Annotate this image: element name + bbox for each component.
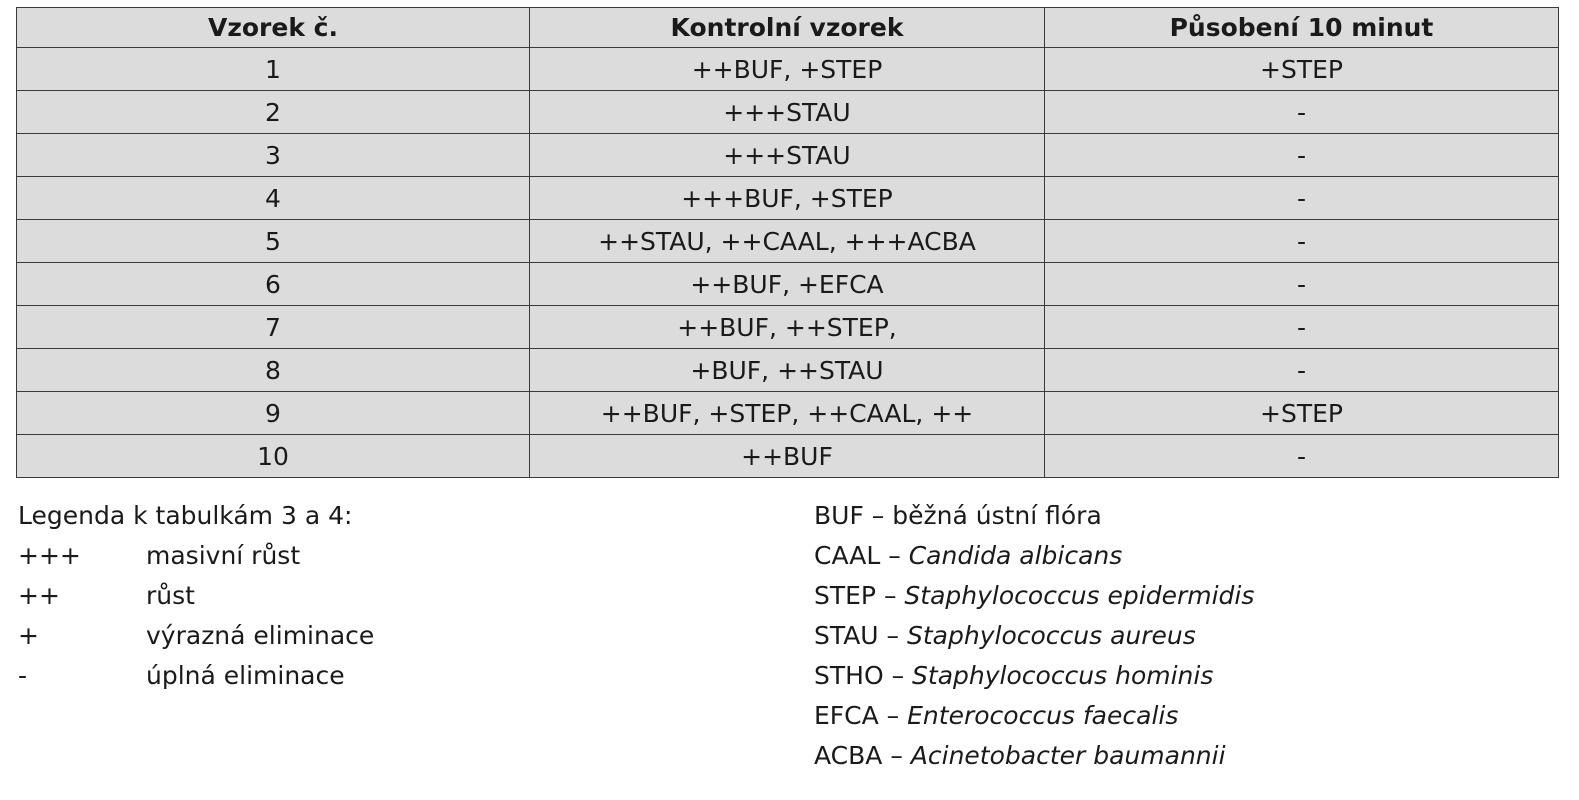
header-control-sample: Kontrolní vzorek	[530, 8, 1045, 48]
legend-symbol: +++	[18, 541, 81, 570]
abbreviation-item	[814, 736, 1254, 776]
table-header	[17, 8, 1559, 48]
abbreviation-item	[814, 616, 1254, 656]
cell-control-sample: +++BUF, +STEP	[530, 177, 1045, 220]
cell-control-sample: ++BUF, +STEP, ++CAAL, ++	[530, 392, 1045, 435]
abbreviation-item	[814, 576, 1254, 616]
cell-exposure-result: -	[1045, 263, 1559, 306]
cell-sample-number: 4	[17, 177, 530, 220]
abbreviation-name: Enterococcus faecalis	[907, 701, 1179, 730]
legend-item	[18, 656, 374, 696]
abbreviation-separator: –	[880, 541, 909, 570]
cell-exposure-result: -	[1045, 177, 1559, 220]
table-row	[17, 91, 1559, 134]
cell-exposure-result: -	[1045, 220, 1559, 263]
cell-sample-number: 7	[17, 306, 530, 349]
header-row	[17, 8, 1559, 48]
cell-sample-number: 9	[17, 392, 530, 435]
abbreviation-separator: –	[883, 661, 913, 690]
table-row	[17, 306, 1559, 349]
table-row	[17, 435, 1559, 478]
legend-item	[18, 616, 374, 656]
symbol-legend	[18, 496, 374, 696]
legend-meaning: úplná eliminace	[146, 661, 345, 690]
cell-exposure-result: -	[1045, 91, 1559, 134]
cell-exposure-result: +STEP	[1045, 48, 1559, 91]
table-row	[17, 263, 1559, 306]
abbreviation-name: Staphylococcus aureus	[907, 621, 1196, 650]
legend-symbol: ++	[18, 581, 60, 610]
abbreviation-separator: –	[878, 701, 908, 730]
abbreviation-item	[814, 536, 1254, 576]
legend-meaning: masivní růst	[146, 541, 301, 570]
abbreviation-code: STEP	[814, 581, 877, 610]
cell-control-sample: ++BUF, ++STEP,	[530, 306, 1045, 349]
legend-symbol: -	[18, 661, 28, 690]
legend-meaning: růst	[146, 581, 195, 610]
abbreviation-code: BUF	[814, 501, 864, 530]
cell-control-sample: +BUF, ++STAU	[530, 349, 1045, 392]
table-body	[17, 48, 1559, 478]
table-row	[17, 134, 1559, 177]
abbreviation-name: Acinetobacter baumannii	[910, 741, 1226, 770]
table-row	[17, 220, 1559, 263]
abbreviation-code: STHO	[814, 661, 884, 690]
table-row	[17, 177, 1559, 220]
legend-title: Legenda k tabulkám 3 a 4:	[18, 501, 353, 530]
cell-sample-number: 1	[17, 48, 530, 91]
header-exposure-10-min: Působení 10 minut	[1045, 8, 1559, 48]
cell-control-sample: ++BUF, +STEP	[530, 48, 1045, 91]
abbreviation-item	[814, 496, 1254, 536]
abbreviation-separator: –	[878, 621, 908, 650]
cell-control-sample: +++STAU	[530, 91, 1045, 134]
cell-exposure-result: -	[1045, 306, 1559, 349]
abbreviation-code: STAU	[814, 621, 879, 650]
results-table	[16, 7, 1559, 478]
cell-control-sample: ++STAU, ++CAAL, +++ACBA	[530, 220, 1045, 263]
header-sample-number: Vzorek č.	[17, 8, 530, 48]
cell-exposure-result: -	[1045, 435, 1559, 478]
cell-sample-number: 8	[17, 349, 530, 392]
abbreviation-item	[814, 656, 1254, 696]
abbreviation-separator: –	[876, 581, 905, 610]
cell-control-sample: ++BUF, +EFCA	[530, 263, 1045, 306]
table-row	[17, 349, 1559, 392]
abbreviation-separator: –	[863, 501, 893, 530]
abbreviation-name: běžná ústní flóra	[892, 501, 1102, 530]
cell-sample-number: 10	[17, 435, 530, 478]
abbreviation-code: ACBA	[814, 741, 883, 770]
cell-control-sample: ++BUF	[530, 435, 1045, 478]
abbreviation-separator: –	[882, 741, 911, 770]
legend-item	[18, 576, 374, 616]
cell-control-sample: +++STAU	[530, 134, 1045, 177]
abbreviation-name: Staphylococcus epidermidis	[904, 581, 1255, 610]
legend-meaning: výrazná eliminace	[146, 621, 375, 650]
legend-item	[18, 536, 374, 576]
abbreviation-code: CAAL	[814, 541, 881, 570]
cell-sample-number: 5	[17, 220, 530, 263]
abbreviation-code: EFCA	[814, 701, 879, 730]
cell-exposure-result: -	[1045, 349, 1559, 392]
table-row	[17, 392, 1559, 435]
table-row	[17, 48, 1559, 91]
abbreviation-name: Candida albicans	[908, 541, 1123, 570]
abbreviation-name: Staphylococcus hominis	[912, 661, 1214, 690]
legend-symbol: +	[18, 621, 39, 650]
abbreviation-item	[814, 696, 1254, 736]
cell-exposure-result: +STEP	[1045, 392, 1559, 435]
abbreviation-legend	[814, 496, 1254, 776]
cell-sample-number: 3	[17, 134, 530, 177]
cell-exposure-result: -	[1045, 134, 1559, 177]
cell-sample-number: 6	[17, 263, 530, 306]
cell-sample-number: 2	[17, 91, 530, 134]
